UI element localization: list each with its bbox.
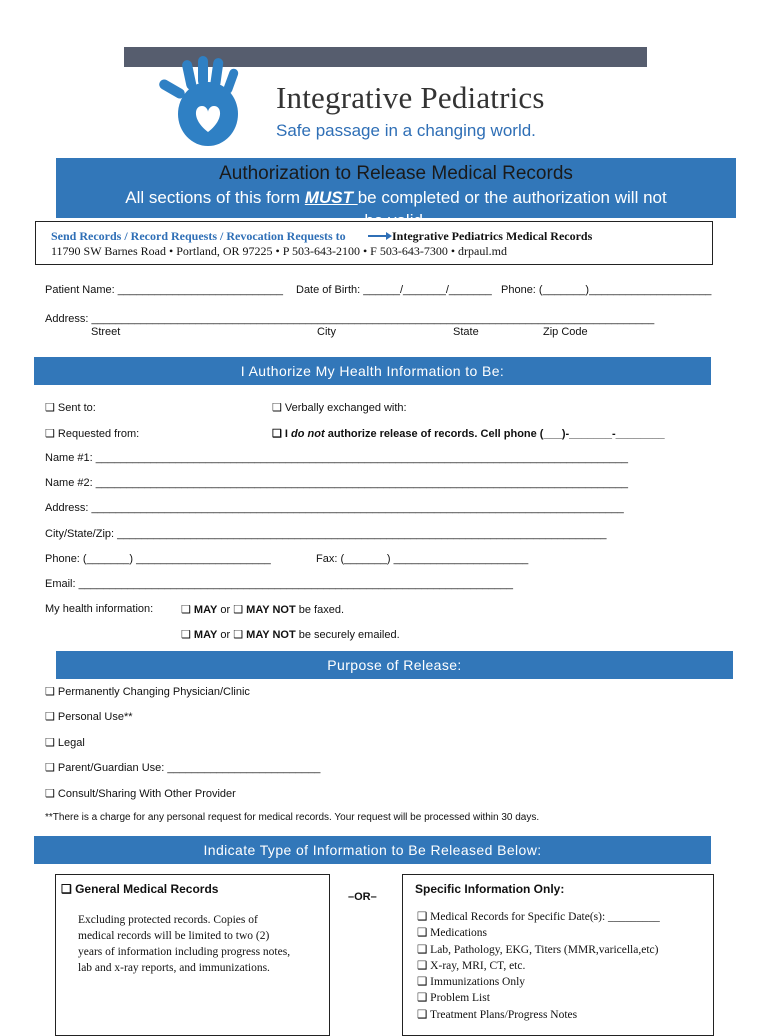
patient-address-field[interactable]: Address: ____________________________________________________________________________________________ — [45, 313, 655, 325]
purpose-legal-checkbox[interactable]: ❑ Legal — [45, 737, 85, 749]
xray-mri-checkbox[interactable]: ❑ X-ray, MRI, CT, etc. — [417, 959, 526, 972]
recipient-email-field[interactable]: Email: _______________________________________________________________________ — [45, 578, 513, 590]
recipient-phone-field[interactable]: Phone: (_______) ______________________ — [45, 553, 271, 565]
medications-checkbox[interactable]: ❑ Medications — [417, 927, 488, 940]
right-arrow-icon — [368, 231, 392, 241]
purpose-parent-guardian-checkbox[interactable]: ❑ Parent/Guardian Use: _________________________ — [45, 762, 321, 774]
info-type-section-header: Indicate Type of Information to Be Released Below: — [34, 836, 711, 864]
patient-name-field[interactable]: Patient Name: ___________________________ — [45, 284, 283, 296]
treatment-plans-checkbox[interactable]: ❑ Treatment Plans/Progress Notes — [417, 1008, 578, 1021]
general-records-checkbox[interactable]: ❑ General Medical Records — [61, 882, 219, 896]
immunizations-checkbox[interactable]: ❑ Immunizations Only — [417, 976, 526, 989]
general-records-panel — [55, 874, 330, 1036]
purpose-section-header: Purpose of Release: — [56, 651, 733, 679]
recipient-fax-field[interactable]: Fax: (_______) ______________________ — [316, 553, 529, 565]
city-caption: City — [317, 326, 336, 338]
purpose-personal-use-checkbox[interactable]: ❑ Personal Use** — [45, 711, 133, 723]
do-not-authorize-checkbox[interactable]: ❑ I do not authorize release of records. Cell phone (___)-_______-________ — [272, 428, 665, 440]
purpose-changing-physician-checkbox[interactable]: ❑ Permanently Changing Physician/Clinic — [45, 686, 250, 698]
requested-from-checkbox[interactable]: ❑ Requested from: — [45, 428, 140, 440]
city-state-zip-field[interactable]: City/State/Zip: ________________________________________________________________________________ — [45, 528, 607, 540]
my-health-info-label: My health information: — [45, 603, 154, 615]
verbally-exchanged-checkbox[interactable]: ❑ Verbally exchanged with: — [272, 402, 407, 414]
lab-pathology-checkbox[interactable]: ❑ Lab, Pathology, EKG, Titers (MMR,varicella,etc) — [417, 943, 659, 956]
email-permission-option[interactable]: ❑ MAY or ❑ MAY NOT be securely emailed. — [181, 629, 400, 641]
zip-caption: Zip Code — [543, 326, 588, 338]
problem-list-checkbox[interactable]: ❑ Problem List — [417, 992, 490, 1005]
name2-field[interactable]: Name #2: _______________________________________________________________________________________ — [45, 477, 628, 489]
form-title-block — [56, 158, 736, 218]
authorize-section-header: I Authorize My Health Information to Be: — [34, 357, 711, 385]
specific-info-title: Specific Information Only: — [415, 882, 565, 896]
fax-permission-option[interactable]: ❑ MAY or ❑ MAY NOT be faxed. — [181, 604, 345, 616]
sent-to-checkbox[interactable]: ❑ Sent to: — [45, 402, 96, 414]
or-divider: –OR– — [348, 891, 377, 903]
recipient-address-field[interactable]: Address: _______________________________________________________________________________________ — [45, 502, 624, 514]
specific-dates-checkbox[interactable]: ❑ Medical Records for Specific Date(s): _________ — [417, 911, 660, 923]
dob-field[interactable]: Date of Birth: ______/_______/_______ — [296, 284, 492, 296]
send-records-label: Send Records / Record Requests / Revocation Requests to — [51, 229, 346, 243]
validity-notice: All sections of this form MUST be completed or the authorization will not — [125, 188, 667, 207]
general-records-description: Excluding protected records. Copies of medical records will be limited to two (2) years of information including progress notes, lab and x-ray reports, and immunizations. — [78, 914, 291, 974]
specific-info-panel — [402, 874, 714, 1036]
personal-request-footnote: **There is a charge for any personal request for medical records. Your request will be processed within 30 days. — [45, 812, 540, 823]
street-caption: Street — [91, 326, 121, 338]
hand-heart-logo-icon — [150, 52, 270, 152]
tagline: Safe passage in a changing world. — [276, 121, 536, 140]
patient-phone-field[interactable]: Phone: (_______)____________________ — [501, 284, 712, 296]
organization-name: Integrative Pediatrics — [276, 80, 545, 115]
send-records-box — [35, 221, 713, 265]
purpose-consult-checkbox[interactable]: ❑ Consult/Sharing With Other Provider — [45, 788, 236, 800]
form-title: Authorization to Release Medical Records — [219, 163, 573, 184]
clinic-address: 11790 SW Barnes Road • Portland, OR 97225 • P 503-643-2100 • F 503-643-7300 • drpaul.md — [51, 244, 508, 258]
records-destination: Integrative Pediatrics Medical Records — [392, 229, 593, 243]
state-caption: State — [453, 326, 479, 338]
name1-field[interactable]: Name #1: _______________________________________________________________________________________ — [45, 452, 628, 464]
